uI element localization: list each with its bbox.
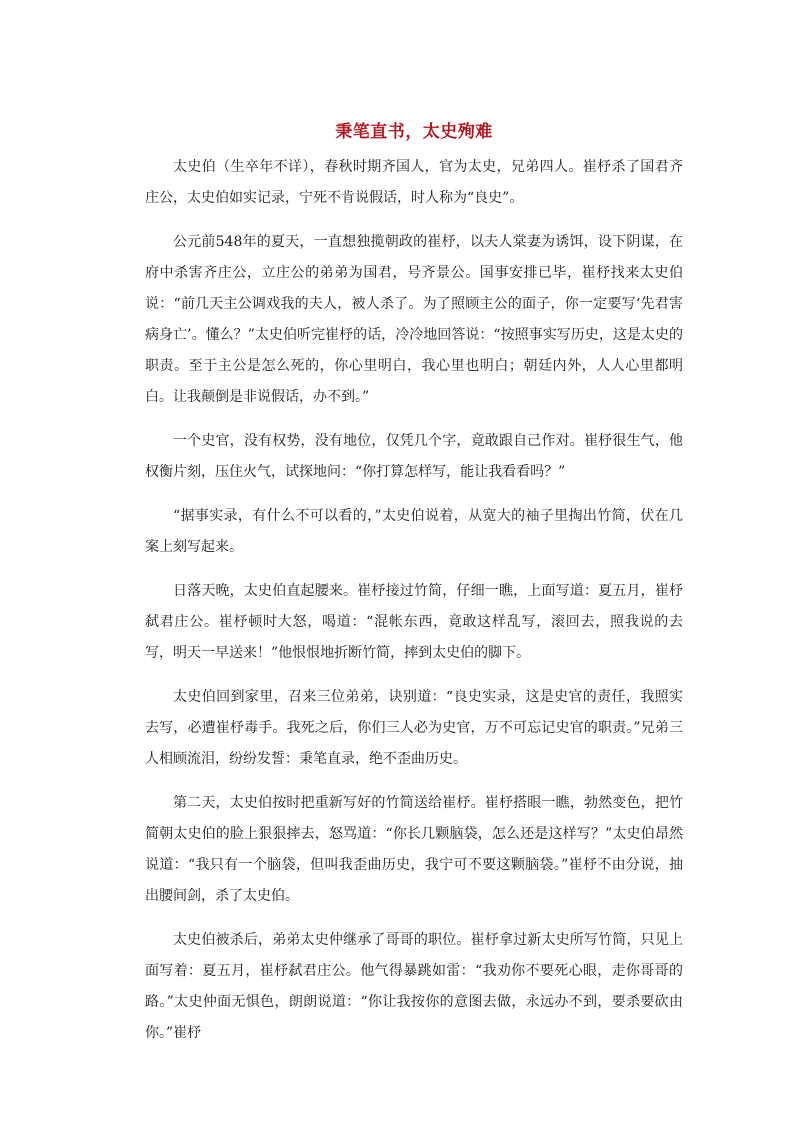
paragraph-2: 公元前548年的夏天，一直想独揽朝政的崔杼，以夫人棠妻为诱饵，设下阴谋，在府中杀害齐庄公，立庄公的弟弟为国君，号齐景公。国事安排已毕，崔杼找来太史伯说：“前几天主公调戏我的夫人，被人杀了。为了照顾主公的面子，你一定要写‘先君害病身亡’。懂么？”太史伯听完崔杼的话，冷冷地回答说：“按照事实写历史，这是太史的职责。至于主公是怎么死的，你心里明白，我心里也明白；朝廷内外，人人心里都明白。让我颠倒是非说假话，办不到。”: [145, 234, 683, 405]
document-page: [145, 118, 683, 1062]
paragraph-3: 一个史官，没有权势，没有地位，仅凭几个字，竟敢跟自己作对。崔杼很生气，他权衡片刻，压住火气，试探地问：“你打算怎样写，能让我看看吗？”: [145, 433, 683, 480]
paragraph-6: 太史伯回到家里，召来三位弟弟，诀别道：“良史实录，这是史官的责任，我照实去写，必遭崔杼毒手。我死之后，你们三人必为史官，万不可忘记史官的职责。”兄弟三人相顾流泪，纷纷发誓：秉笔直录，绝不歪曲历史。: [145, 689, 683, 767]
paragraph-8: 太史伯被杀后，弟弟太史仲继承了哥哥的职位。崔杼拿过新太史所写竹简，只见上面写着：夏五月，崔杼弑君庄公。他气得暴跳如雷：“我劝你不要死心眼，走你哥哥的路。”太史仲面无惧色，朗朗说道：“你让我按你的意图去做，永远办不到，要杀要砍由你。”崔杼: [145, 932, 683, 1041]
paragraph-1: 太史伯（生卒年不详），春秋时期齐国人，官为太史，兄弟四人。崔杼杀了国君齐庄公，太史伯如实记录，宁死不肯说假话，时人称为“良史”。: [145, 159, 683, 206]
paragraph-4: “据事实录，有什么不可以看的，”太史伯说着，从宽大的袖子里掏出竹简，伏在几案上刻写起来。: [145, 508, 683, 555]
document-title: 秉笔直书，太史殉难: [335, 122, 493, 142]
paragraph-5: 日落天晚，太史伯直起腰来。崔杼接过竹简，仔细一瞧，上面写道：夏五月，崔杼弑君庄公。崔杼顿时大怒，喝道：“混帐东西，竟敢这样乱写，滚回去，照我说的去写，明天一早送来！”他恨恨地折断竹简，摔到太史伯的脚下。: [145, 583, 683, 661]
paragraph-7: 第二天，太史伯按时把重新写好的竹简送给崔杼。崔杼搭眼一瞧，勃然变色，把竹简朝太史伯的脸上狠狠摔去，怒骂道：“你长几颗脑袋，怎么还是这样写？”太史伯昂然说道：“我只有一个脑袋，但叫我歪曲历史，我宁可不要这颗脑袋。”崔杼不由分说，抽出腰间剑，杀了太史伯。: [145, 795, 683, 904]
